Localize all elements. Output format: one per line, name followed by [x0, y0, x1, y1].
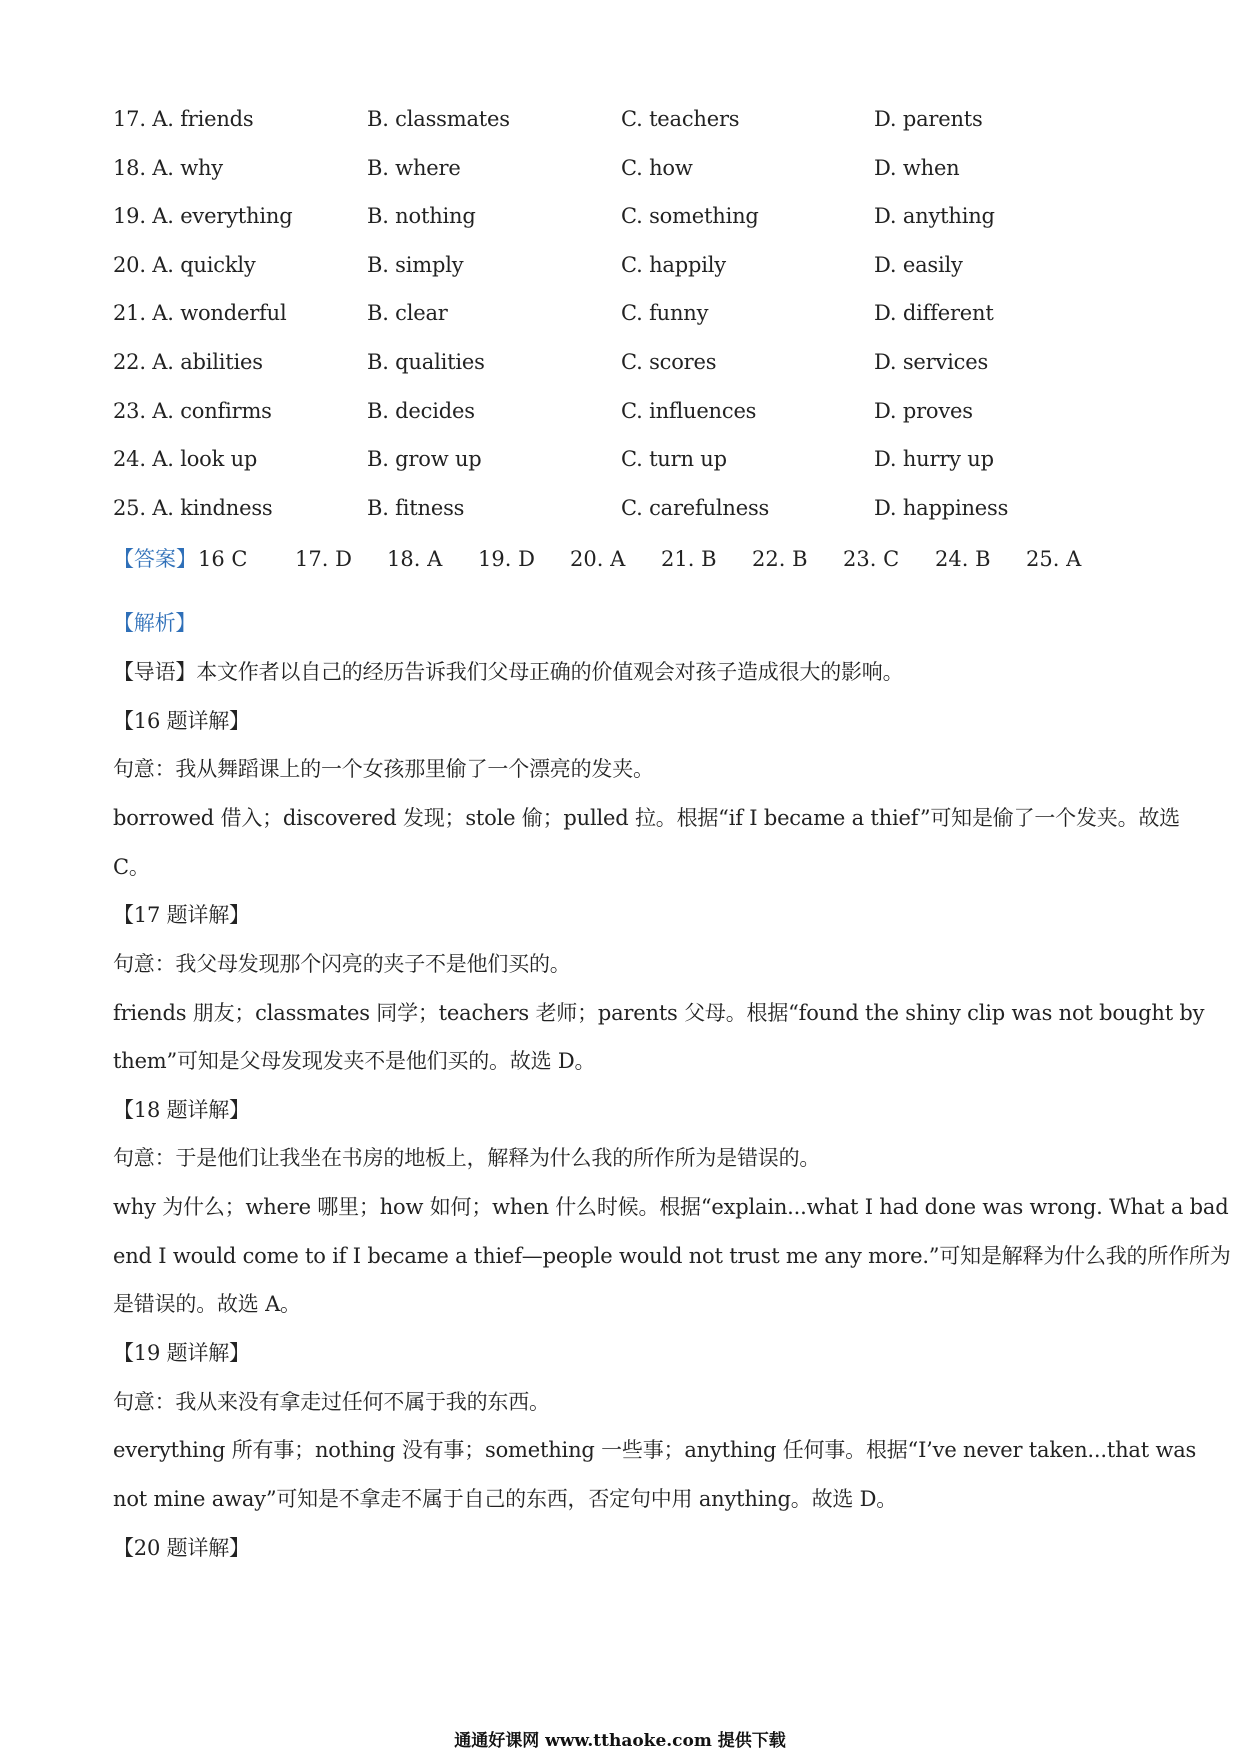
question-heading: 【20 题详解】 — [113, 1536, 250, 1560]
answer-row — [0, 544, 1240, 574]
footer-source: 通通好课网 www.tthaoke.com 提供下载 — [454, 1731, 786, 1751]
answer-item: 20. A — [570, 547, 626, 571]
option-choice: B. clear — [367, 301, 448, 325]
option-choice: 21. A. wonderful — [113, 301, 287, 325]
option-choice: 25. A. kindness — [113, 496, 273, 520]
sentence-meaning: 句意：于是他们让我坐在书房的地板上，解释为什么我的所作所为是错误的。 — [113, 1146, 821, 1170]
answer-label: 【答案】 — [113, 547, 197, 571]
explanation-line: end I would come to if I became a thief—people would not trust me any more.”可知是解释为什么我的所作所为 — [113, 1244, 1231, 1268]
option-choice: D. services — [874, 350, 989, 374]
option-choice: D. anything — [874, 204, 995, 228]
answer-item: 16 C — [198, 547, 248, 571]
sentence-meaning: 句意：我从来没有拿走过任何不属于我的东西。 — [113, 1390, 550, 1414]
option-row — [0, 493, 1240, 523]
option-choice: C. funny — [621, 301, 709, 325]
option-choice: C. happily — [621, 253, 726, 277]
option-choice: D. easily — [874, 253, 963, 277]
option-choice: B. qualities — [367, 350, 485, 374]
option-choice: D. hurry up — [874, 447, 994, 471]
explanation-line: friends 朋友；classmates 同学；teachers 老师；parents 父母。根据“found the shiny clip was not bought by — [113, 1001, 1205, 1025]
option-choice: C. influences — [621, 399, 757, 423]
answer-item: 22. B — [752, 547, 808, 571]
answer-item: 23. C — [843, 547, 900, 571]
option-choice: C. scores — [621, 350, 717, 374]
option-row — [0, 153, 1240, 183]
explanation-line: them”可知是父母发现发夹不是他们买的。故选 D。 — [113, 1049, 596, 1073]
answer-item: 17. D — [295, 547, 352, 571]
question-heading: 【16 题详解】 — [113, 709, 250, 733]
option-row — [0, 396, 1240, 426]
option-row — [0, 201, 1240, 231]
analysis-heading: 【解析】 — [113, 611, 197, 635]
option-row — [0, 444, 1240, 474]
option-choice: B. grow up — [367, 447, 482, 471]
option-choice: B. fitness — [367, 496, 465, 520]
explanation-line: C。 — [113, 855, 150, 879]
option-choice: D. when — [874, 156, 960, 180]
answer-item: 25. A — [1026, 547, 1082, 571]
option-row — [0, 347, 1240, 377]
question-heading: 【19 题详解】 — [113, 1341, 250, 1365]
sentence-meaning: 句意：我父母发现那个闪亮的夹子不是他们买的。 — [113, 952, 571, 976]
sentence-meaning: 句意：我从舞蹈课上的一个女孩那里偷了一个漂亮的发夹。 — [113, 757, 654, 781]
option-row — [0, 250, 1240, 280]
option-choice: B. nothing — [367, 204, 476, 228]
option-choice: 24. A. look up — [113, 447, 258, 471]
guide-line: 【导语】本文作者以自己的经历告诉我们父母正确的价值观会对孩子造成很大的影响。 — [113, 660, 904, 684]
answer-item: 24. B — [935, 547, 991, 571]
option-choice: 19. A. everything — [113, 204, 293, 228]
question-heading: 【18 题详解】 — [113, 1098, 250, 1122]
option-choice: B. simply — [367, 253, 464, 277]
option-choice: D. different — [874, 301, 994, 325]
option-choice: 17. A. friends — [113, 107, 254, 131]
question-heading: 【17 题详解】 — [113, 903, 250, 927]
option-choice: 23. A. confirms — [113, 399, 272, 423]
explanation-line: why 为什么；where 哪里；how 如何；when 什么时候。根据“explain...what I had done was wrong. What a bad — [113, 1195, 1229, 1219]
option-choice: C. how — [621, 156, 693, 180]
option-choice: D. happiness — [874, 496, 1009, 520]
option-choice: C. something — [621, 204, 759, 228]
option-choice: C. carefulness — [621, 496, 770, 520]
option-choice: C. teachers — [621, 107, 740, 131]
answer-item: 18. A — [387, 547, 443, 571]
option-choice: 20. A. quickly — [113, 253, 256, 277]
answer-item: 19. D — [478, 547, 535, 571]
option-choice: D. parents — [874, 107, 983, 131]
explanation-line: 是错误的。故选 A。 — [113, 1292, 301, 1316]
explanation-line: borrowed 借入；discovered 发现；stole 偷；pulled 拉。根据“if I became a thief”可知是偷了一个发夹。故选 — [113, 806, 1180, 830]
option-choice: C. turn up — [621, 447, 727, 471]
option-row — [0, 298, 1240, 328]
option-choice: B. decides — [367, 399, 475, 423]
option-row — [0, 104, 1240, 134]
option-choice: 18. A. why — [113, 156, 223, 180]
answer-item: 21. B — [661, 547, 717, 571]
option-choice: D. proves — [874, 399, 973, 423]
option-choice: B. where — [367, 156, 461, 180]
explanation-line: everything 所有事；nothing 没有事；something 一些事；anything 任何事。根据“I’ve never taken...that was — [113, 1438, 1197, 1462]
option-choice: 22. A. abilities — [113, 350, 263, 374]
option-choice: B. classmates — [367, 107, 510, 131]
explanation-line: not mine away”可知是不拿走不属于自己的东西，否定句中用 anything。故选 D。 — [113, 1487, 898, 1511]
